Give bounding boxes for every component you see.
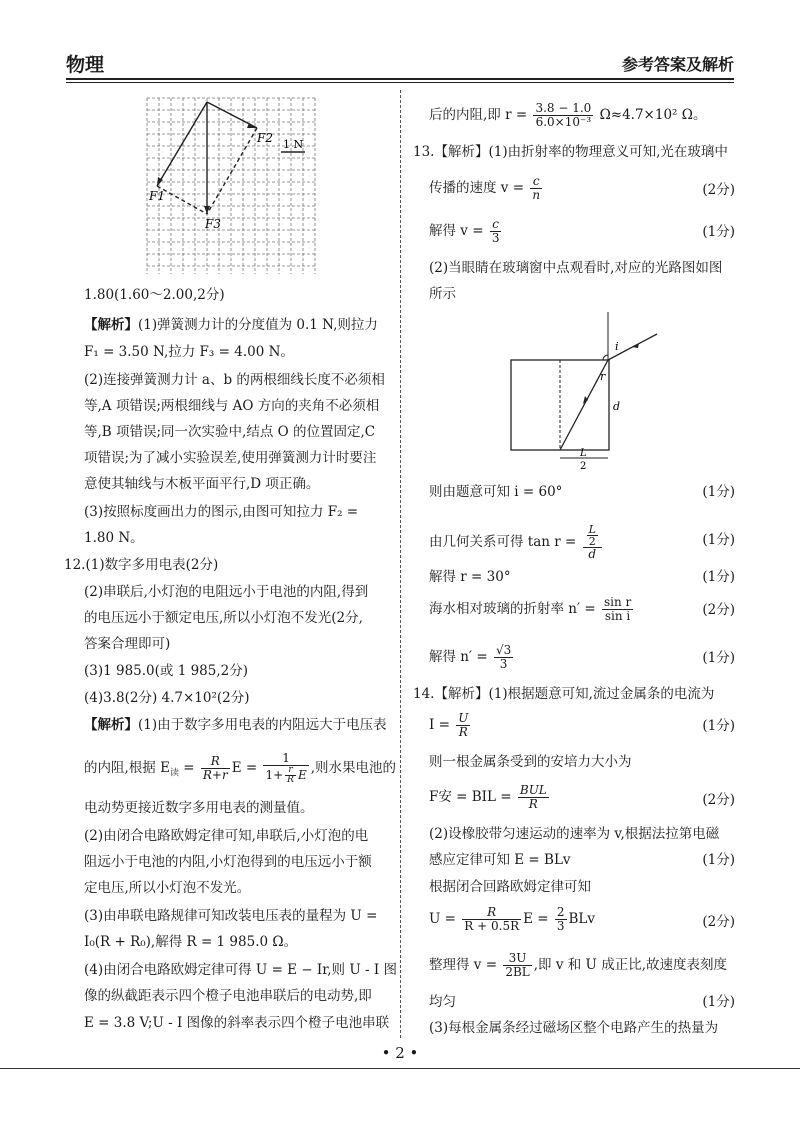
text-line: F₁ = 3.50 N,拉力 F₃ = 4.00 N。 — [84, 344, 294, 360]
text: (1)由于数字多用电表的内阻远大于电压表 — [138, 717, 387, 733]
score: (2分) — [702, 602, 735, 618]
page-number: • 2 • — [381, 1044, 419, 1062]
fraction — [462, 906, 521, 933]
text-line: (3)按照标度画出力的图示,由图可知拉力 F₂ = — [84, 504, 359, 520]
footer-rule — [0, 1068, 800, 1069]
column-divider — [400, 90, 401, 1038]
text-line: (2)串联后,小灯泡的电阻远小于电池的内阻,得到 — [84, 584, 369, 600]
text-line: (2)设橡胶带匀速运动的速率为 v,根据法拉第电磁 — [429, 826, 720, 842]
denominator: 3 — [556, 919, 565, 933]
scale-label: 1 N — [283, 138, 304, 151]
optics-diagram — [507, 308, 677, 473]
text: Ω≈4.7×10² Ω。 — [595, 107, 707, 123]
text-line: (3)1 985.0(或 1 985,2分) — [84, 663, 249, 679]
formula-line — [429, 712, 472, 739]
numerator: BUL — [519, 783, 547, 797]
length-l-label: L — [580, 448, 587, 459]
text: 整理得 v = — [429, 957, 502, 973]
page-header — [66, 50, 734, 76]
text-line: (2)当眼睛在玻璃窗中点观看时,对应的光路图如图 — [429, 260, 723, 276]
formula-line — [429, 906, 595, 933]
text: 解得 n′ = — [429, 649, 492, 665]
score: (1分) — [702, 852, 735, 868]
fraction: $\frac{R}{R+r}$ — [202, 754, 228, 782]
score: (2分) — [702, 182, 735, 198]
text-line: (3)每根金属条经过磁场区整个电路产生的热量为 — [429, 1020, 719, 1036]
fraction: $\frac{c}{n}$ — [532, 174, 541, 202]
subject-title: 物理 — [66, 54, 105, 76]
text-line: 电动势更接近数字多用电表的测量值。 — [84, 800, 314, 816]
score: (1分) — [702, 650, 735, 666]
numerator: 3U — [503, 952, 531, 966]
q12-answer-1: 12.(1)数字多用电表(2分) — [64, 557, 219, 573]
formula-line — [429, 524, 604, 561]
length-two-label: 2 — [580, 461, 587, 472]
text: = — [178, 760, 199, 776]
fraction — [494, 644, 513, 671]
formula-line — [429, 596, 635, 623]
text: F安 = BIL = — [429, 789, 516, 805]
text: ,则水果电池的 — [310, 760, 397, 776]
numerator: 3.8 − 1.0 — [535, 101, 592, 115]
fraction — [555, 906, 567, 933]
text: (1)弹簧测力计的分度值为 0.1 N,则拉力 — [138, 317, 378, 333]
f2-label: F2 — [257, 131, 273, 145]
angle-r-label: r — [600, 370, 606, 383]
depth-d-label: d — [613, 400, 621, 413]
text-line: I₀(R + R₀),解得 R = 1 985.0 Ω。 — [84, 934, 298, 950]
text-line: E = 3.8 V;U - I 图像的斜率表示四个橙子电池串联 — [84, 1015, 390, 1031]
fraction: 1 1+ $\frac{r}{R}$ E — [265, 751, 307, 785]
score: (1分) — [702, 994, 735, 1010]
text: 解得 v = — [429, 223, 488, 239]
text-line: (3)由串联电路规律可知改装电压表的量程为 U = — [84, 908, 378, 924]
formula-line — [429, 784, 551, 811]
formula-line — [429, 644, 515, 671]
fraction: $\frac{U}{R}$ — [458, 711, 469, 739]
formula-line — [429, 102, 706, 129]
formula-line — [429, 952, 727, 979]
score: (2分) — [702, 914, 735, 930]
fraction — [518, 784, 549, 811]
denominator: R — [528, 797, 538, 811]
text: I = — [429, 717, 455, 733]
header-rule — [66, 78, 734, 80]
force-diagram — [145, 96, 327, 276]
q11-answer: 1.80(1.60～2.00,2分) — [84, 287, 225, 303]
f1-label: F1 — [149, 189, 165, 203]
denominator: 6.0×10⁻³ — [535, 115, 592, 129]
text-line: 则由题意可知 i = 60° — [429, 484, 563, 500]
score: (1分) — [702, 224, 735, 240]
text-line: (2)连接弹簧测力计 a、b 的两根细线长度不必须相 — [84, 372, 385, 388]
fraction — [503, 952, 531, 979]
text-line: 的电压远小于额定电压,所以小灯泡不发光(2分, — [84, 610, 363, 626]
text-line: 等,A 项错误;两根细线与 AO 方向的夹角不必须相 — [84, 398, 380, 414]
header-rule-thin — [66, 82, 734, 83]
text-line: 阻远小于电池的内阻,小灯泡得到的电压远小于额 — [84, 854, 372, 870]
q14-analysis: 14.【解析】(1)根据题意可知,流过金属条的电流为 — [413, 686, 715, 702]
text: 的内阻,根据 E — [84, 760, 170, 776]
text: 传播的速度 v = — [429, 180, 529, 196]
score: (1分) — [702, 718, 735, 734]
text-line: 均匀 — [429, 994, 456, 1010]
score: (1分) — [702, 532, 735, 548]
text: E = — [523, 911, 553, 927]
text: E = — [231, 760, 262, 776]
text-line: (4)由闭合电路欧姆定律可得 U = E − Ir,则 U - I 图 — [84, 962, 397, 978]
formula-line — [429, 175, 544, 202]
text-line: 等,B 项错误;同一次实验中,结点 O 的位置固定,C — [84, 424, 376, 440]
answer-title: 参考答案及解析 — [621, 55, 734, 74]
fraction — [533, 102, 593, 129]
text-line: 意使其轴线与木板平面平行,D 项正确。 — [84, 476, 320, 492]
q12-analysis-1 — [84, 715, 387, 735]
f3-label: F3 — [205, 217, 221, 231]
numerator: 2 — [556, 905, 565, 919]
numerator: √3 — [495, 643, 512, 657]
text-line: 1.80 N。 — [84, 530, 144, 546]
analysis-tag: 【解析】 — [84, 717, 138, 733]
score: (1分) — [702, 569, 735, 585]
fraction: $\frac{\frac{L}{2}}{d}$ — [583, 524, 602, 561]
analysis-tag: 【解析】 — [84, 317, 138, 333]
denominator: 3 — [499, 657, 508, 671]
q13-analysis: 13.【解析】(1)由折射率的物理意义可知,光在玻璃中 — [413, 144, 728, 160]
denominator: R + 0.5R — [464, 919, 520, 933]
text-line: 像的纵截距表示四个橙子电池串联后的电动势,即 — [84, 988, 372, 1004]
text-line: (4)3.8(2分) 4.7×10²(2分) — [84, 690, 250, 706]
text: 海水相对玻璃的折射率 n′ = — [429, 601, 600, 617]
text: BLv — [568, 911, 596, 927]
text-line: 定电压,所以小灯泡不发光。 — [84, 880, 251, 896]
text-line: 感应定律可知 E = BLv — [429, 852, 571, 868]
text: ,即 v 和 U 成正比,故速度表刻度 — [533, 957, 727, 973]
fraction — [602, 596, 633, 623]
text-line: 答案合理即可) — [84, 636, 171, 652]
text: 后的内阻,即 r = — [429, 107, 532, 123]
text-line: 解得 r = 30° — [429, 569, 511, 585]
angle-i-label: i — [615, 340, 619, 353]
denominator: sin i — [604, 609, 631, 623]
fraction: $\frac{c}{3}$ — [491, 217, 500, 245]
text-line: 根据闭合回路欧姆定律可知 — [429, 879, 591, 895]
subscript: 读 — [169, 768, 179, 779]
formula-line — [429, 218, 503, 245]
score: (2分) — [702, 792, 735, 808]
text: 由几何关系可得 tan r = — [429, 534, 581, 550]
numerator: sin r — [603, 595, 632, 609]
text-line: 则一根金属条受到的安培力大小为 — [429, 754, 632, 770]
denominator: 2BL — [505, 965, 530, 979]
text-line: 项错误;为了减小实验误差,使用弹簧测力计时要注 — [84, 450, 377, 466]
score: (1分) — [702, 484, 735, 500]
text: U = — [429, 911, 461, 927]
q11-analysis-1 — [84, 315, 378, 335]
numerator: R — [462, 906, 521, 920]
text-line: 所示 — [429, 286, 456, 302]
text-line: (2)由闭合电路欧姆定律可知,串联后,小灯泡的电 — [84, 828, 369, 844]
formula-line — [84, 752, 396, 785]
